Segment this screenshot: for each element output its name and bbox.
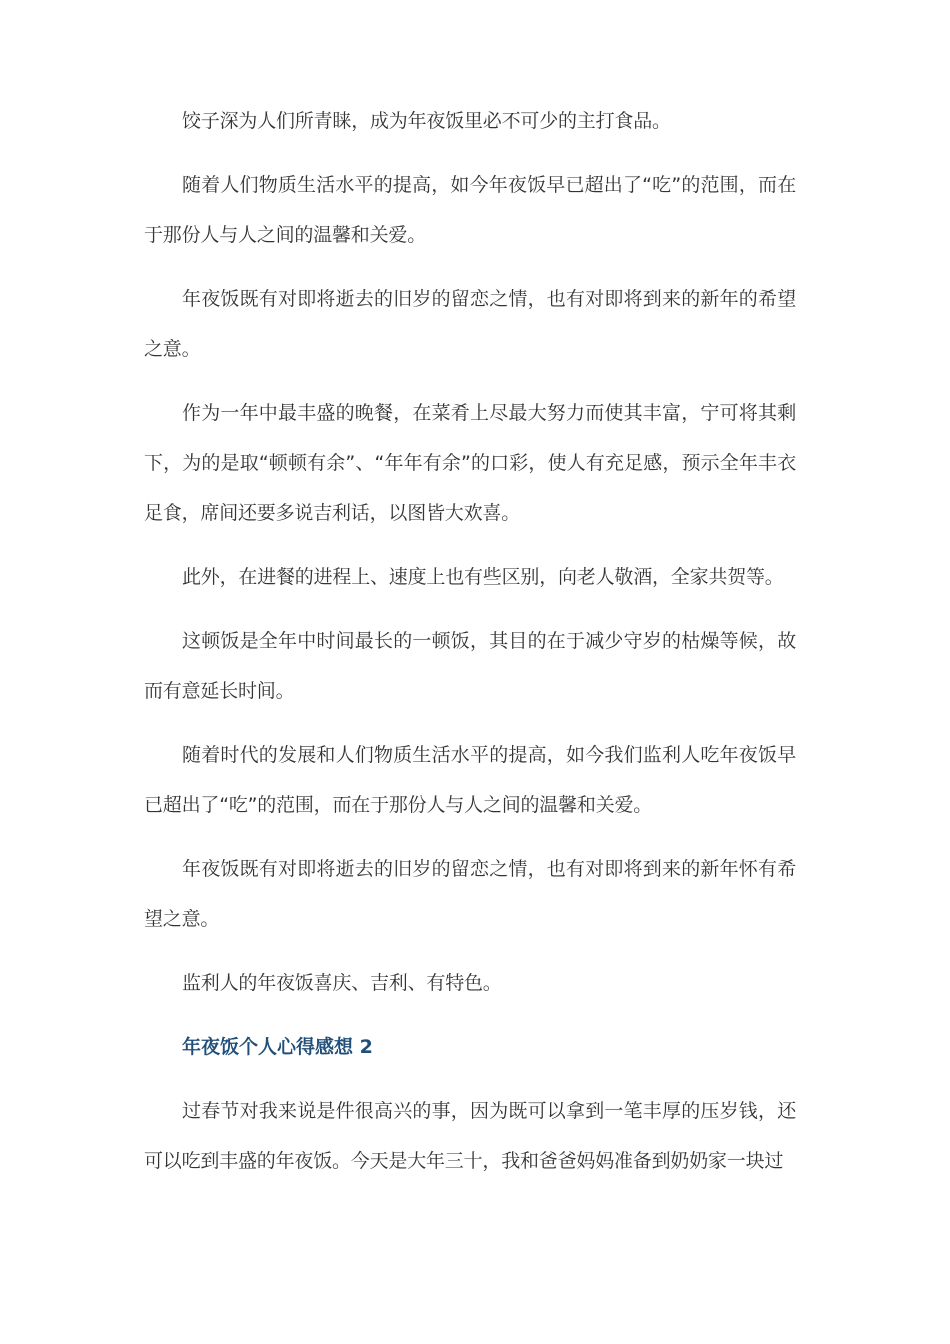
paragraph-6: 这顿饭是全年中时间最长的一顿饭，其目的在于减少守岁的枯燥等候，故而有意延长时间。 (144, 630, 796, 702)
paragraph-8: 年夜饭既有对即将逝去的旧岁的留恋之情，也有对即将到来的新年怀有希望之意。 (144, 858, 796, 930)
closing-paragraph: 过春节对我来说是件很高兴的事，因为既可以拿到一笔丰厚的压岁钱，还可以吃到丰盛的年夜饭。今天是大年三十，我和爸爸妈妈准备到奶奶家一块过 (144, 1100, 796, 1172)
paragraph-7: 随着时代的发展和人们物质生活水平的提高，如今我们监利人吃年夜饭早已超出了“吃”的范围，而在于那份人与人之间的温馨和关爱。 (144, 744, 796, 816)
paragraph-5: 此外，在进餐的进程上、速度上也有些区别，向老人敬酒，全家共贺等。 (182, 566, 784, 588)
paragraph-3: 年夜饭既有对即将逝去的旧岁的留恋之情，也有对即将到来的新年的希望之意。 (144, 288, 796, 360)
paragraph-4: 作为一年中最丰盛的晚餐，在菜肴上尽最大努力而使其丰富，宁可将其剩下，为的是取“顿顿有余”、“年年有余”的口彩，使人有充足感，预示全年丰衣足食，席间还要多说吉利话，以图皆大欢喜。 (144, 402, 796, 524)
paragraph-1: 饺子深为人们所青睐，成为年夜饭里必不可少的主打食品。 (182, 110, 671, 132)
paragraph-2: 随着人们物质生活水平的提高，如今年夜饭早已超出了“吃”的范围，而在于那份人与人之间的温馨和关爱。 (144, 174, 796, 246)
paragraph-9: 监利人的年夜饭喜庆、吉利、有特色。 (182, 972, 502, 994)
section-heading: 年夜饭个人心得感想 2 (182, 1036, 373, 1058)
document-page (144, 96, 796, 1200)
